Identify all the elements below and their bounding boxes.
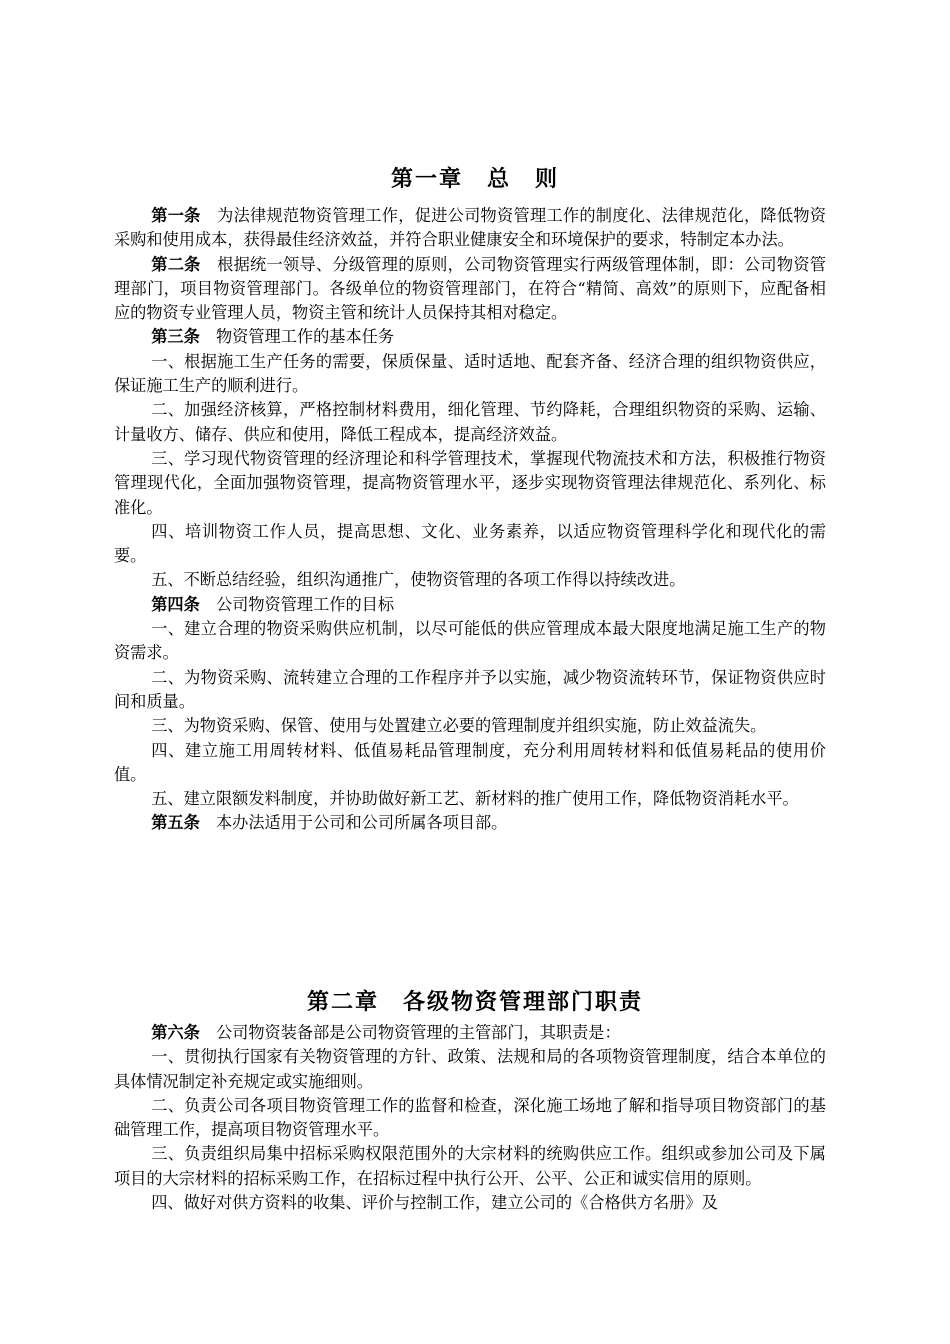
paragraph-text: 四、培训物资工作人员，提高思想、文化、业务素养，以适应物资管理科学化和现代化的需要。 xyxy=(114,521,826,566)
list-item xyxy=(114,714,826,738)
paragraph-text: 根据统一领导、分级管理的原则，公司物资管理实行两级管理体制，即：公司物资管理部门，项目物资管理部门。各级单位的物资管理部门，在符合“精简、高效”的原则下，应配备相应的物资专业管理人员，物资主管和统计人员保持其相对稳定。 xyxy=(114,254,827,323)
list-item xyxy=(114,1045,826,1094)
paragraph-text: 三、为物资采购、保管、使用与处置建立必要的管理制度并组织实施，防止效益流失。 xyxy=(151,716,767,736)
list-item xyxy=(114,1094,826,1143)
list-item xyxy=(114,1191,826,1215)
article-label: 第一条 xyxy=(151,206,201,225)
paragraph-text: 物资管理工作的基本任务 xyxy=(216,327,395,347)
list-item xyxy=(114,787,826,811)
article-paragraph xyxy=(114,253,826,326)
paragraph-text: 公司物资管理工作的目标 xyxy=(216,594,395,614)
list-item xyxy=(114,568,826,592)
paragraph-text: 四、做好对供方资料的收集、评价与控制工作，建立公司的《合格供方名册》及 xyxy=(151,1193,718,1213)
article-paragraph xyxy=(114,811,826,835)
paragraph-text: 二、负责公司各项目物资管理工作的监督和检查，深化施工场地了解和指导项目物资部门的基础管理工作，提高项目物资管理水平。 xyxy=(114,1095,826,1140)
list-item xyxy=(114,739,826,788)
list-item xyxy=(114,1142,826,1191)
paragraph-text: 四、建立施工用周转材料、低值易耗品管理制度，充分利用周转材料和低值易耗品的使用价值。 xyxy=(114,740,826,784)
paragraph-text: 二、为物资采购、流转建立合理的工作程序并予以实施，减少物资流转环节，保证物资供应时间和质量。 xyxy=(114,667,826,711)
article-paragraph xyxy=(114,593,826,617)
article-paragraph xyxy=(114,204,826,253)
paragraph-text: 三、学习现代物资管理的经济理论和科学管理技术，掌握现代物流技术和方法，积极推行物资管理现代化，全面加强物资管理，提高物资管理水平，逐步实现物资管理法律规范化、系列化、标准化。 xyxy=(114,448,826,517)
article-label: 第四条 xyxy=(151,594,200,614)
list-item xyxy=(114,617,826,666)
list-item xyxy=(114,398,826,447)
list-item xyxy=(114,447,826,520)
chapter-title: 第二章 各级物资管理部门职责 xyxy=(306,990,643,1015)
paragraph-text: 公司物资装备部是公司物资管理的主管部门，其职责是： xyxy=(216,1023,621,1042)
paragraph-text: 三、负责组织局集中招标采购权限范围外的大宗材料的统购供应工作。组织或参加公司及下属项目的大宗材料的招标采购工作，在招标过程中执行公开、公平、公正和诚实信用的原则。 xyxy=(114,1144,826,1188)
chapter-body xyxy=(114,1021,826,1215)
paragraph-text: 一、根据施工生产任务的需要，保质保量、适时适地、配套齐备、经济合理的组织物资供应，保证施工生产的顺利进行。 xyxy=(114,351,826,396)
paragraph-text: 为法律规范物资管理工作，促进公司物资管理工作的制度化、法律规范化，降低物资采购和使用成本，获得最佳经济效益，并符合职业健康安全和环境保护的要求，特制定本办法。 xyxy=(114,206,827,250)
article-label: 第六条 xyxy=(151,1023,200,1042)
paragraph-text: 二、加强经济核算，严格控制材料费用，细化管理、节约降耗，合理组织物资的采购、运输、计量收方、储存、供应和使用，降低工程成本，提高经济效益。 xyxy=(114,400,826,444)
article-label: 第三条 xyxy=(151,327,200,347)
article-paragraph xyxy=(114,325,826,349)
paragraph-text: 一、建立合理的物资采购供应机制，以尽可能低的供应管理成本最大限度地满足施工生产的物资需求。 xyxy=(114,619,826,663)
article-paragraph xyxy=(114,1021,826,1045)
paragraph-text: 本办法适用于公司和公司所属各项目部。 xyxy=(216,813,508,833)
paragraph-text: 五、不断总结经验，组织沟通推广，使物资管理的各项工作得以持续改进。 xyxy=(151,570,686,590)
chapter-title: 第一章 总 则 xyxy=(390,167,559,192)
article-label: 第二条 xyxy=(151,254,201,274)
list-item xyxy=(114,520,826,569)
paragraph-text: 一、贯彻执行国家有关物资管理的方针、政策、法规和局的各项物资管理制度，结合本单位的具体情况制定补充规定或实施细则。 xyxy=(114,1047,826,1091)
article-label: 第五条 xyxy=(151,813,200,833)
paragraph-text: 五、建立限额发料制度，并协助做好新工艺、新材料的推广使用工作，降低物资消耗水平。 xyxy=(151,789,799,809)
chapter-body xyxy=(114,204,826,836)
list-item xyxy=(114,666,826,715)
list-item xyxy=(114,350,826,399)
